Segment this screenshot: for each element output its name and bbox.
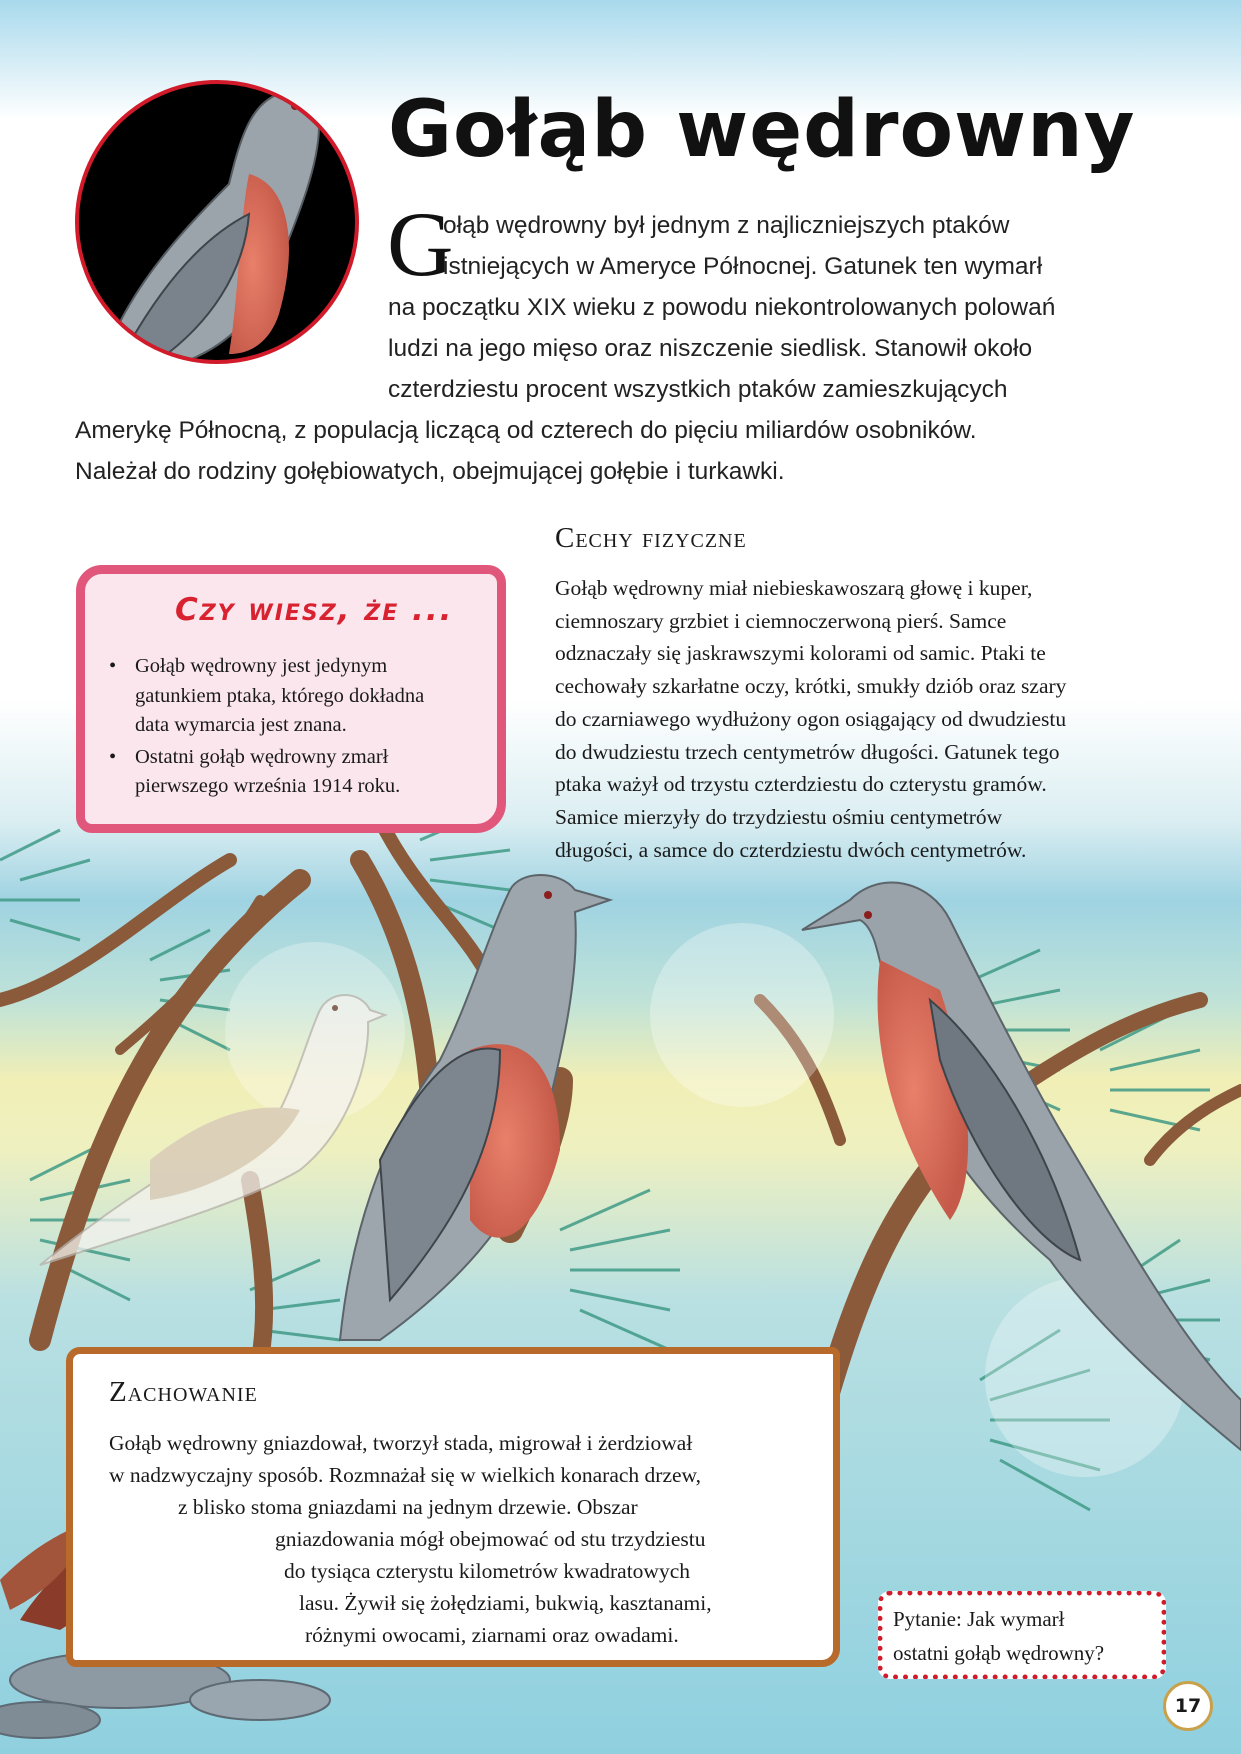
fact-item [99, 743, 499, 802]
pale-dove-illustration [40, 995, 385, 1265]
physical-line: ptaka ważył od trzystu czterdziestu do czterystu gramów. [555, 772, 1047, 797]
bullet-icon: • [109, 655, 117, 677]
physical-line: Samice mierzyły do trzydziestu ośmiu centymetrów [555, 804, 1003, 829]
behavior-line: do tysiąca czterystu kilometrów kwadratowych [284, 1559, 690, 1583]
behavior-line: gniazdowania mógł obejmować od stu trzydziestu [275, 1527, 706, 1551]
intro-line: ludzi na jego mięso oraz niszczenie siedlisk. Stanowił około [388, 335, 1033, 362]
behavior-heading: Zachowanie [109, 1376, 258, 1408]
fact-line: data wymarcia jest znana. [135, 714, 347, 736]
bullet-icon: • [109, 745, 117, 768]
question-line: Pytanie: Jak wymarł [893, 1607, 1065, 1631]
behavior-line: w nadzwyczajny sposób. Rozmnażał się w wielkich konarach drzew, [109, 1463, 702, 1487]
intro-line: Amerykę Północną, z populacją liczącą od czterech do pięciu miliardów osobników. [75, 417, 977, 444]
fact-line: pierwszego września 1914 roku. [135, 775, 401, 797]
physical-line: do czarniawego wydłużony ogon osiągający od dwudziestu [555, 706, 1067, 731]
behavior-line: lasu. Żywił się żołędziami, bukwią, kasztanami, [299, 1591, 712, 1615]
physical-line: do dwudziestu trzech centymetrów długości. Gatunek tego [555, 739, 1060, 764]
question-line: ostatni gołąb wędrowny? [893, 1641, 1105, 1665]
fact-line: Ostatni gołąb wędrowny zmarł [135, 745, 389, 768]
fact-line: gatunkiem ptaka, którego dokładna [135, 684, 425, 707]
behavior-line: Gołąb wędrowny gniazdował, tworzył stada, migrował i żerdziował [109, 1431, 693, 1455]
light-circle [650, 923, 834, 1107]
page-number: 17 [1163, 1681, 1213, 1731]
fact-item [99, 652, 499, 741]
fact-box [76, 565, 506, 833]
dove-portrait-illustration [79, 84, 355, 360]
physical-line: odznaczały się jaskrawszymi kolorami od samic. Ptaki te [555, 641, 1046, 666]
physical-line: cechowały szkarłatne oczy, krótki, smukły dziób oraz szary [555, 674, 1067, 699]
page-title: Gołąb wędrowny [388, 85, 1136, 175]
behavior-line: z blisko stoma gniazdami na jednym drzewie. Obszar [178, 1495, 638, 1519]
physical-heading: Cechy fizyczne [555, 522, 747, 554]
behavior-box [66, 1347, 840, 1667]
fact-box-title: Czy wiesz, że ... [175, 592, 454, 628]
intro-line: na początku XIX wieku z powodu niekontrolowanych polowań [388, 294, 1056, 321]
intro-dropcap: G [387, 193, 454, 295]
intro-line: Należał do rodziny gołębiowatych, obejmującej gołębie i turkawki. [75, 458, 785, 485]
physical-text [555, 572, 1195, 866]
intro-line: czterdziestu procent wszystkich ptaków zamieszkujących [388, 376, 1008, 403]
physical-line: ciemnoszary grzbiet i ciemnoczerwoną pierś. Samce [555, 608, 1007, 633]
dove-portrait-circle [75, 80, 359, 364]
fact-list [99, 652, 499, 804]
intro-line: ołąb wędrowny był jednym z najliczniejszych ptaków [443, 212, 1010, 239]
behavior-line: różnymi owocami, ziarnami oraz owadami. [305, 1623, 679, 1647]
intro-line: istniejących w Ameryce Północnej. Gatunek ten wymarł [443, 253, 1043, 280]
question-box [878, 1591, 1166, 1679]
physical-line: długości, a samce do czterdziestu dwóch centymetrów. [555, 837, 1027, 862]
physical-line: Gołąb wędrowny miał niebieskawoszarą głowę i kuper, [555, 576, 1033, 600]
fact-line: Gołąb wędrowny jest jedynym [135, 655, 388, 677]
